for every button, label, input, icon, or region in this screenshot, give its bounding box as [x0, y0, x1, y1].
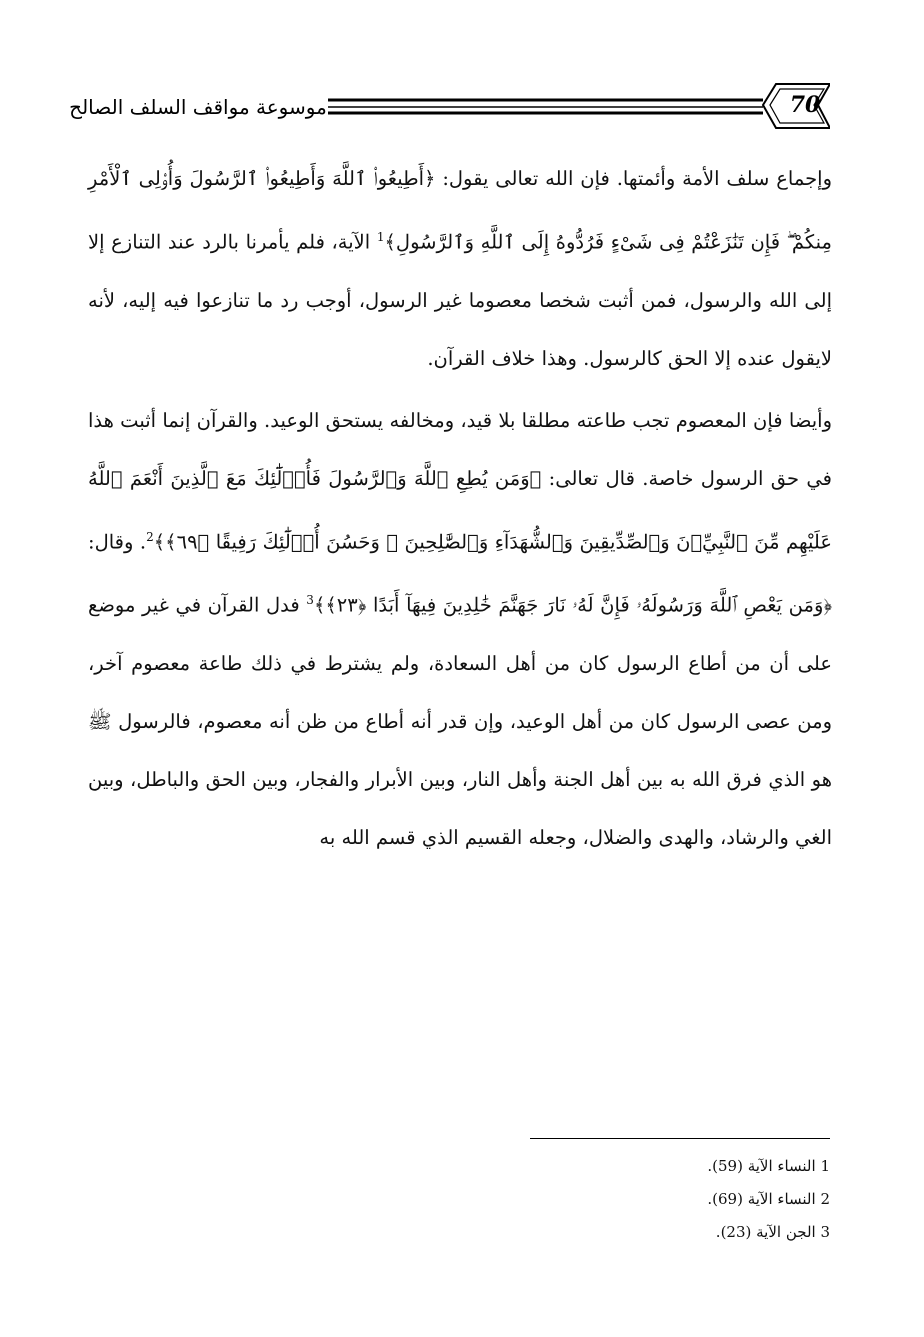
paragraph-2-rest: فدل القرآن في غير موضع على أن من أطاع الرسول كان من أهل السعادة، ولم يشترط في ذلك طاعة معصوم آخر، ومن عصى الرسول كان من أهل الوعيد، وإن قدر أنه أطاع من ظن أنه معصوم، فالرسول ﷺ هو الذي فرق الله به بين أهل الجنة وأهل النار، وبين الأبرار والفجار، وبين الحق والباطل، وبين الغي والرشاد، والهدى والضلال، وجعله القسيم الذي قسم الله به	[88, 593, 832, 849]
paragraph-1-rest: الآية، فلم يأمرنا بالرد عند التنازع إلا إلى الله والرسول، فمن أثبت شخصا معصوما غير الرسول، أوجب رد ما تنازعوا فيه إليه، لأنه لايقول عنده إلا الحق كالرسول. وهذا خلاف القرآن.	[88, 230, 832, 370]
footnote-ref-3: 3	[306, 593, 314, 607]
paragraph-2	[88, 392, 832, 867]
footnotes	[530, 1150, 830, 1249]
paragraph-1	[88, 150, 832, 388]
footnote-divider	[530, 1138, 830, 1139]
paragraph-1-text: وإجماع سلف الأمة وأئمتها. فإن الله تعالى يقول: ﴿أَطِيعُوا۟ ٱللَّهَ وَأَطِيعُوا۟ ٱلرَّسُولَ وَأُو۟لِى ٱلْأَمْرِ مِنكُمْ ۖ فَإِن تَنَٰزَعْتُمْ فِى شَىْءٍ فَرُدُّوهُ إِلَى ٱللَّهِ وَٱلرَّسُولِ﴾	[88, 167, 832, 254]
footnote-3: 3 الجن الآية (23).	[715, 1223, 830, 1241]
footnote-ref-2: 2	[146, 529, 154, 544]
page-number: 70	[789, 92, 821, 118]
footnote-1: 1 النساء الآية (59).	[707, 1157, 830, 1175]
paragraph-2-mid: . وقال: ﴿وَمَن يَعْصِ ٱللَّهَ وَرَسُولَهُۥ فَإِنَّ لَهُۥ نَارَ جَهَنَّمَ خَٰلِدِينَ فِيهَآ أَبَدًا ﴿٢٣﴾﴾	[88, 530, 833, 617]
series-title: موسوعة مواقف السلف الصالح	[69, 95, 327, 119]
main-text	[88, 150, 832, 871]
footnote-ref-1: 1	[376, 230, 385, 244]
footnote-2: 2 النساء الآية (69).	[707, 1190, 830, 1208]
page-header	[58, 78, 830, 138]
paragraph-2-text: وأيضا فإن المعصوم تجب طاعته مطلقا بلا قيد، ومخالفه يستحق الوعيد. والقرآن إنما أثبت هذا في حق الرسول خاصة. قال تعالى: ﴿وَمَن يُطِعِ ٱللَّهَ وَٱلرَّسُولَ فَأُو۟لَٰٓئِكَ مَعَ ٱلَّذِينَ أَنْعَمَ ٱللَّهُ عَلَيْهِم مِّنَ ٱلنَّبِيِّۦنَ وَٱلصِّدِّيقِينَ وَٱلشُّهَدَآءِ وَٱلصَّٰلِحِينَ ۚ وَحَسُنَ أُو۟لَٰٓئِكَ رَفِيقًا ﴿٦٩﴾﴾	[88, 408, 832, 553]
